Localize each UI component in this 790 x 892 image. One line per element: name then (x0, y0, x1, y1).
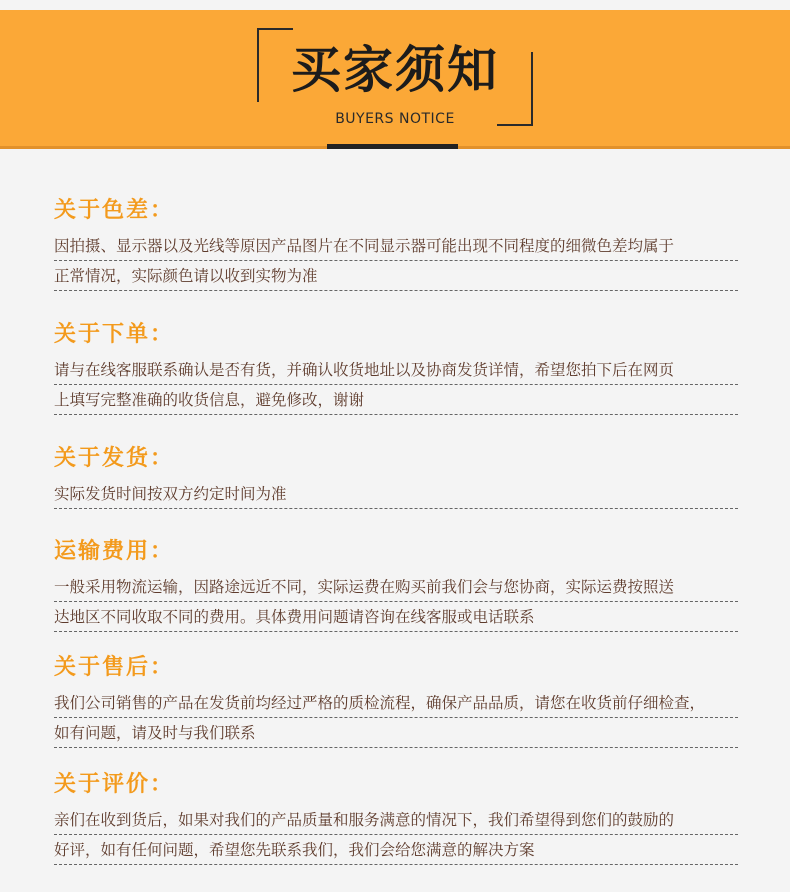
section-ordering (54, 321, 738, 417)
section-line: 实际发货时间按双方约定时间为准 (54, 481, 738, 509)
section-line: 因拍摄、显示器以及光线等原因产品图片在不同显示器可能出现不同程度的细微色差均属于 (54, 233, 738, 261)
section-line: 一般采用物流运输，因路途远近不同，实际运费在购买前我们会与您协商，实际运费按照送 (54, 574, 738, 602)
section-line: 如有问题，请及时与我们联系 (54, 720, 738, 748)
section-title: 关于下单： (54, 322, 175, 347)
section-line: 亲们在收到货后，如果对我们的产品质量和服务满意的情况下，我们希望得到您们的鼓励的 (54, 807, 738, 835)
section-line: 正常情况，实际颜色请以收到实物为准 (54, 263, 738, 291)
section-title: 关于色差： (54, 198, 175, 223)
section-title: 关于评价： (54, 772, 175, 797)
title-underbar (327, 144, 458, 149)
section-line: 上填写完整准确的收货信息，避免修改，谢谢 (54, 387, 738, 415)
section-line: 请与在线客服联系确认是否有货，并确认收货地址以及协商发货详情，希望您拍下后在网页 (54, 357, 738, 385)
section-freight (54, 538, 738, 634)
section-after-sales (54, 654, 738, 750)
section-line: 我们公司销售的产品在发货前均经过严格的质检流程，确保产品品质，请您在收货前仔细检查， (54, 690, 738, 718)
page-subtitle: BUYERS NOTICE (335, 111, 455, 127)
section-reviews (54, 771, 738, 867)
section-line: 好评，如有任何问题，希望您先联系我们，我们会给您满意的解决方案 (54, 837, 738, 865)
section-color-difference (54, 197, 738, 293)
section-shipping (54, 445, 738, 511)
section-title: 运输费用： (54, 539, 175, 564)
section-title: 关于售后： (54, 655, 175, 680)
section-line: 达地区不同收取不同的费用。具体费用问题请咨询在线客服或电话联系 (54, 604, 738, 632)
section-title: 关于发货： (54, 446, 175, 471)
page-title: 买家须知 (291, 41, 499, 99)
